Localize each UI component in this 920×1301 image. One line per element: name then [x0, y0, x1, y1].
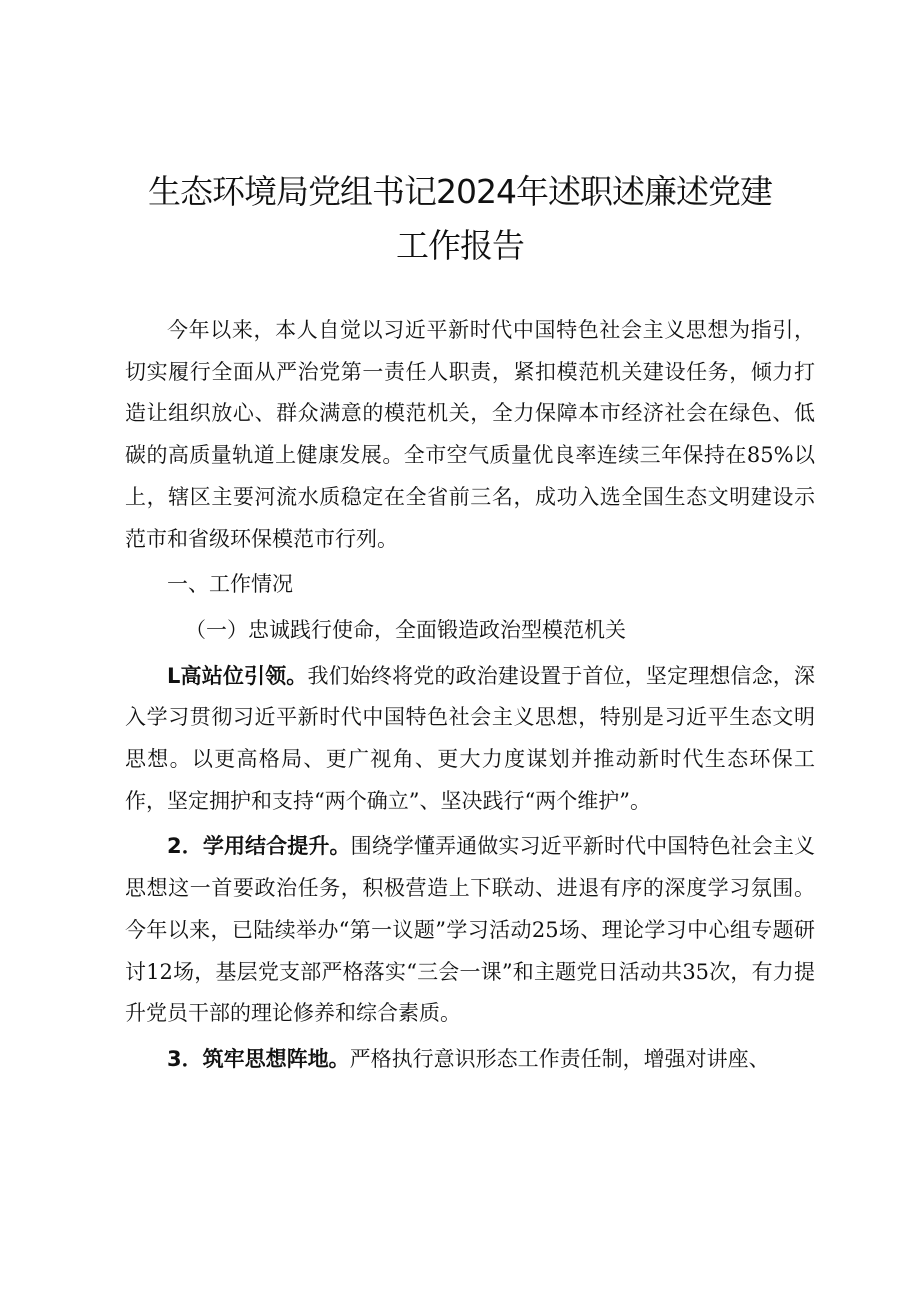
section-heading: 一、工作情况	[167, 572, 293, 597]
item-lead-2: 2．学用结合提升。	[167, 834, 351, 859]
subsection-heading: （一）忠诚践行使命，全面锻造政治型模范机关	[185, 617, 626, 642]
item-text-1: 我们始终将党的政治建设置于首位，坚定理想信念，深入学习贯彻习近平新时代中国特色社会主义思想，特别是习近平生态文明思想。以更高格局、更广视角、更大力度谋划并推动新时代生态环保工作，坚定拥护和支持“两个确立”、坚决践行“两个维护”。	[125, 663, 816, 813]
item-lead-1: L高站位引领。	[167, 663, 308, 688]
item-paragraph-2	[125, 826, 815, 1035]
document-title-line-1: 生态环境局党组书记2024年述职述廉述党建	[148, 172, 772, 211]
item-text-2: 围绕学懂弄通做实习近平新时代中国特色社会主义思想这一首要政治任务，积极营造上下联动、进退有序的深度学习氛围。今年以来，已陆续举办“第一议题”学习活动25场、理论学习中心组专题研讨12场，基层党支部严格落实“三会一课”和主题党日活动共35次，有力提升党员干部的理论修养和综合素质。	[125, 834, 815, 1026]
item-lead-3: 3．筑牢思想阵地。	[167, 1046, 350, 1071]
item-paragraph-1	[125, 656, 815, 823]
item-text-3: 严格执行意识形态工作责任制，增强对讲座、	[349, 1046, 770, 1071]
document-title-line-2: 工作报告	[396, 226, 524, 265]
intro-paragraph: 今年以来，本人自觉以习近平新时代中国特色社会主义思想为指引，切实履行全面从严治党第一责任人职责，紧扣模范机关建设任务，倾力打造让组织放心、群众满意的模范机关，全力保障本市经济社会在绿色、低碳的高质量轨道上健康发展。全市空气质量优良率连续三年保持在85%以上，辖区主要河流水质稳定在全省前三名，成功入选全国生态文明建设示范市和省级环保模范市行列。	[125, 318, 815, 551]
document-body	[125, 310, 815, 1081]
item-paragraph-3	[125, 1039, 815, 1081]
